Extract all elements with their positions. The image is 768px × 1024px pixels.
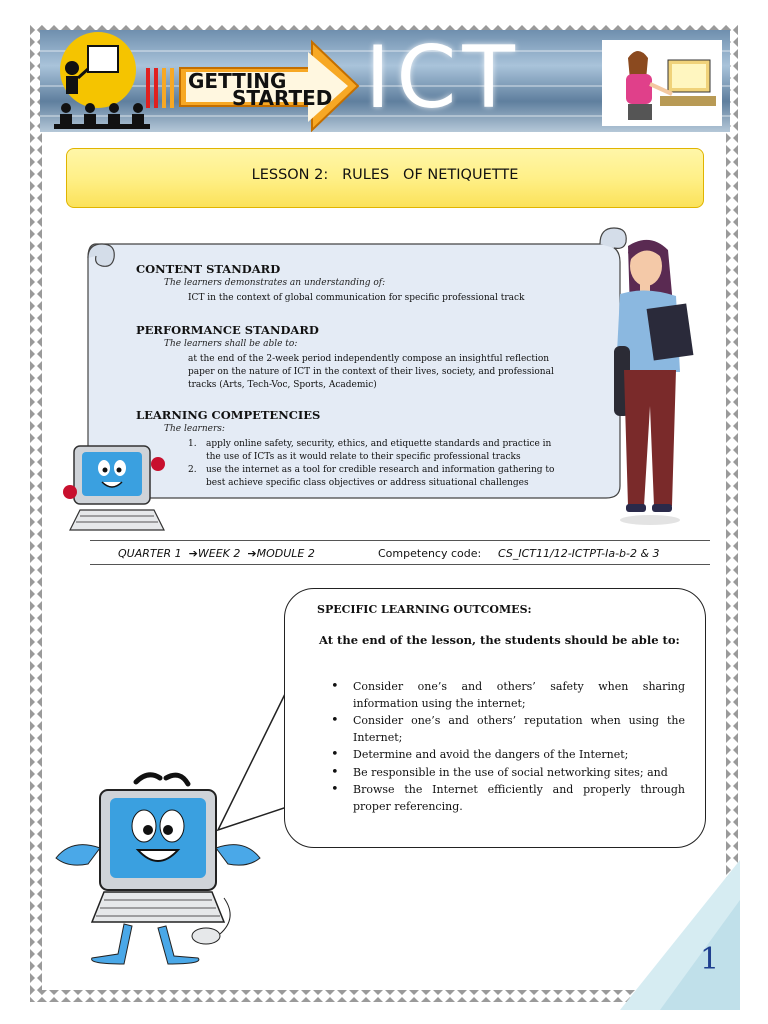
outcome-item: • Browse the Internet efficiently and properly through proper referencing. xyxy=(305,782,685,815)
corner-decoration xyxy=(620,860,740,1010)
ict-label: ICT xyxy=(365,30,521,128)
small-computer-mascot-icon xyxy=(58,440,170,540)
performance-standard-line: tracks (Arts, Tech-Voc, Sports, Academic) xyxy=(188,380,377,390)
content-standard-heading: CONTENT STANDARD xyxy=(136,262,281,276)
content-standard-text: ICT in the context of global communication for specific professional track xyxy=(188,293,525,303)
outcome-item: • Be responsible in the use of social networking sites; and xyxy=(305,765,685,782)
competency-number: 2. xyxy=(188,465,197,475)
page-number: 1 xyxy=(700,942,720,977)
competency-code-value: CS_ICT11/12-ICTPT-Ia-b-2 & 3 xyxy=(498,547,660,560)
performance-standard-heading: PERFORMANCE STANDARD xyxy=(136,323,319,337)
competency-line: best achieve specific class objectives or address situational challenges xyxy=(206,478,529,488)
performance-standard-line: paper on the nature of ICT in the context of their lives, society, and professional xyxy=(188,367,554,377)
computer-mascot-icon xyxy=(48,768,278,968)
outcomes-title: SPECIFIC LEARNING OUTCOMES: xyxy=(317,603,532,616)
learning-competencies-heading: LEARNING COMPETENCIES xyxy=(136,408,321,422)
competency-code-label: Competency code: xyxy=(378,547,485,560)
content-standard-intro: The learners demonstrates an understanding of: xyxy=(164,278,386,288)
outcomes-intro: At the end of the lesson, the students should be able to: xyxy=(319,633,680,647)
performance-standard-intro: The learners shall be able to: xyxy=(164,339,298,349)
outcomes-list xyxy=(305,679,685,816)
performance-standard-line: at the end of the 2-week period independently compose an insightful reflection xyxy=(188,354,550,364)
outcome-item: • Determine and avoid the dangers of the Internet; xyxy=(305,747,685,764)
module-info-row xyxy=(90,540,710,570)
lesson-title: LESSON 2: RULES OF NETIQUETTE xyxy=(251,167,519,183)
competency-number: 1. xyxy=(188,439,197,449)
learning-competencies-intro: The learners: xyxy=(164,424,225,434)
outcome-item: • Consider one’s and others’ reputation when using the Internet; xyxy=(305,713,685,746)
student-girl-illustration xyxy=(610,236,716,528)
quarter-week-module: QUARTER 1 ➔WEEK 2 ➔MODULE 2 xyxy=(118,547,315,560)
outcome-item: • Consider one’s and others’ safety when sharing information using the internet; xyxy=(305,679,685,712)
header-banner xyxy=(40,30,730,132)
learning-outcomes-bubble xyxy=(284,588,706,848)
started-label: STARTED xyxy=(232,86,333,110)
competency-line: apply online safety, security, ethics, and etiquette standards and practice in xyxy=(206,439,552,449)
lesson-title-box xyxy=(66,148,704,208)
competency-line: use the internet as a tool for credible research and information gathering to xyxy=(206,465,555,475)
getting-label: GETTING xyxy=(188,69,287,93)
competency-line: the use of ICTs as it would relate to their specific professional tracks xyxy=(206,452,521,462)
